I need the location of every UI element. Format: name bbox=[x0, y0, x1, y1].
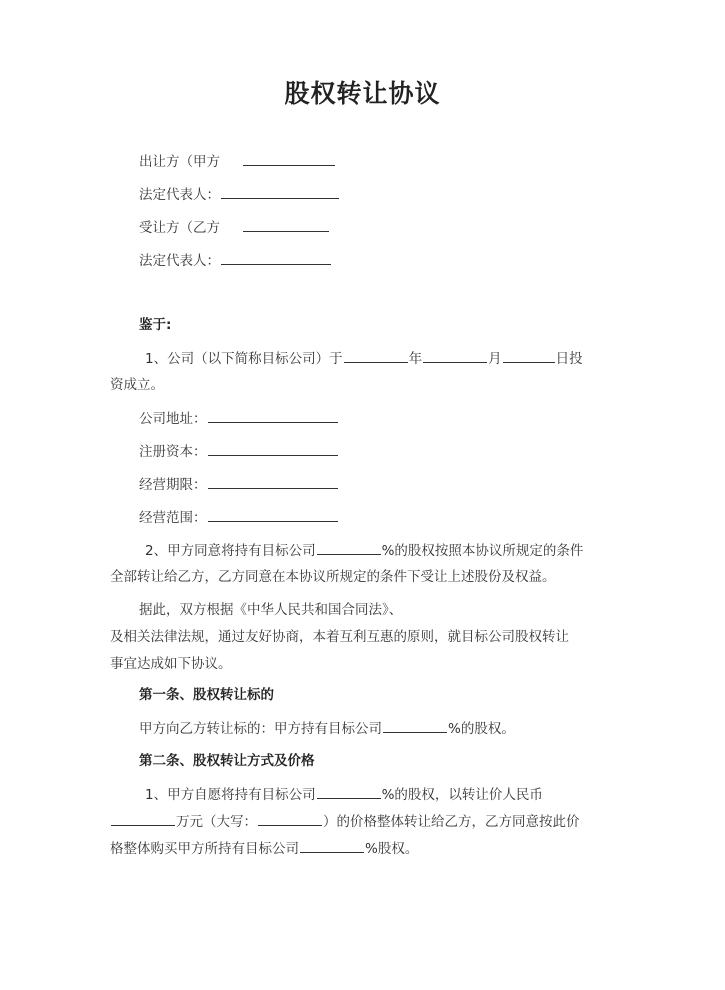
recitals-heading: 鉴于: bbox=[139, 317, 172, 333]
article1-text-b: %的股权。 bbox=[448, 721, 515, 737]
article2-item1-b: %的股权，以转让价人民币 bbox=[381, 787, 543, 803]
month-blank bbox=[423, 348, 487, 363]
price-blank bbox=[111, 811, 175, 826]
recital-item2-cont: 全部转让给乙方，乙方同意在本协议所规定的条件下受让上述股份及权益。 bbox=[110, 569, 556, 585]
capital-label: 注册资本： bbox=[139, 444, 207, 460]
article2-item1-a: 1、甲方自愿将持有目标公司 bbox=[145, 787, 316, 803]
term-label: 经营期限： bbox=[139, 477, 207, 493]
article2-item1-line2 bbox=[110, 811, 580, 832]
scope-label: 经营范围： bbox=[139, 510, 207, 526]
day-blank bbox=[503, 348, 555, 363]
transferee-line bbox=[139, 217, 330, 238]
recital-item2 bbox=[145, 540, 583, 561]
article2-item1-line1 bbox=[145, 784, 543, 805]
term-blank bbox=[208, 474, 338, 489]
article1-percent-blank bbox=[383, 718, 447, 733]
article2-item1-c: 万元（大写： bbox=[176, 814, 257, 830]
transferor-label: 出让方（甲方 bbox=[139, 154, 220, 170]
year-label: 年 bbox=[408, 351, 423, 367]
scope-blank bbox=[208, 507, 338, 522]
basis-line-2: 及相关法律法规，通过友好协商，本着互利互惠的原则，就目标公司股权转让 bbox=[110, 629, 569, 645]
share-percent-blank bbox=[317, 540, 381, 555]
recital-item2-text-b: %的股权按照本协议所规定的条件 bbox=[381, 543, 584, 559]
basis-line-3: 事宜达成如下协议。 bbox=[110, 656, 232, 672]
transferor-rep-line bbox=[139, 184, 340, 205]
article2-heading: 第二条、股权转让方式及价格 bbox=[139, 753, 315, 769]
recital-item1-cont: 资成立。 bbox=[110, 377, 164, 393]
transferee-label: 受让方（乙方 bbox=[139, 220, 220, 236]
transferor-rep-label: 法定代表人： bbox=[139, 187, 220, 203]
address-blank bbox=[208, 408, 338, 423]
transferor-line bbox=[139, 151, 336, 172]
article2-percent-blank-2 bbox=[300, 838, 364, 853]
transferee-rep-blank bbox=[221, 250, 331, 265]
article2-item1-d: ）的价格整体转让给乙方，乙方同意按此价 bbox=[323, 814, 580, 830]
article1-text-a: 甲方向乙方转让标的：甲方持有目标公司 bbox=[139, 721, 382, 737]
address-line bbox=[139, 408, 339, 429]
scope-line bbox=[139, 507, 339, 528]
month-label: 月 bbox=[488, 351, 502, 367]
recital-item1-text: 1、公司（以下简称目标公司）于 bbox=[145, 351, 343, 367]
article1-text bbox=[139, 718, 515, 739]
article2-item1-line3 bbox=[110, 838, 418, 859]
article2-item1-f: %股权。 bbox=[365, 841, 419, 857]
transferee-rep-label: 法定代表人： bbox=[139, 253, 220, 269]
price-words-blank bbox=[258, 811, 322, 826]
document-title: 股权转让协议 bbox=[284, 79, 441, 108]
capital-blank bbox=[208, 441, 338, 456]
capital-line bbox=[139, 441, 339, 462]
day-label: 日投 bbox=[555, 351, 583, 367]
article1-heading: 第一条、股权转让标的 bbox=[139, 687, 274, 703]
transferor-rep-blank bbox=[221, 184, 339, 199]
transferor-blank bbox=[243, 151, 335, 166]
year-blank bbox=[344, 348, 408, 363]
transferee-blank bbox=[243, 217, 329, 232]
recital-item2-text: 2、甲方同意将持有目标公司 bbox=[145, 543, 316, 559]
recital-item1 bbox=[145, 348, 583, 369]
article2-percent-blank bbox=[317, 784, 381, 799]
term-line bbox=[139, 474, 339, 495]
basis-line-1: 据此，双方根据《中华人民共和国合同法》、 bbox=[139, 602, 403, 618]
address-label: 公司地址： bbox=[139, 411, 207, 427]
transferee-rep-line bbox=[139, 250, 332, 271]
article2-item1-e: 格整体购买甲方所持有目标公司 bbox=[110, 841, 299, 857]
